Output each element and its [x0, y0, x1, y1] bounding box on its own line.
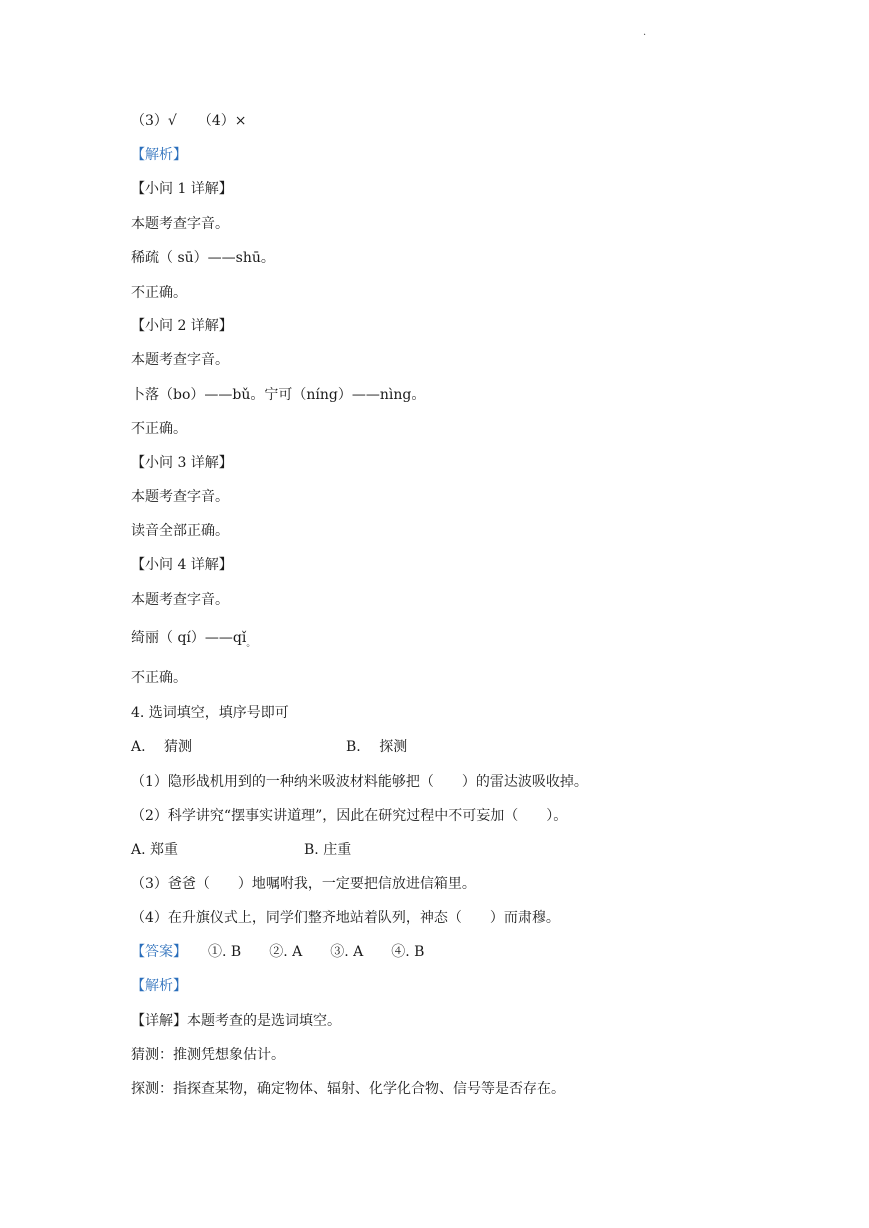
- answer-label: 【答案】: [131, 944, 180, 960]
- detail-text: 本题考查的是选词填空。: [187, 1013, 341, 1029]
- answer-line: （3）√ （4）×: [131, 113, 247, 129]
- page-mark: ·: [643, 30, 647, 41]
- text-line: 猜测：推测凭想象估计。: [131, 1047, 285, 1063]
- question-item: （2）科学讲究“摆事实讲道理”，因此在研究过程中不可妄加（ ）。: [131, 808, 568, 824]
- answer-row: [131, 942, 424, 962]
- option-row: A. 郑重 B. 庄重: [131, 842, 352, 858]
- text-line: 读音全部正确。: [131, 523, 229, 539]
- subquestion-2-heading: 【小问 2 详解】: [131, 318, 233, 334]
- text-line: 本题考查字音。: [131, 216, 229, 232]
- detail-line: [131, 1011, 341, 1031]
- question-item: （3）爸爸（ ）地嘱咐我，一定要把信放进信箱里。: [131, 876, 476, 892]
- text-fragment: 。: [246, 639, 256, 649]
- text-line: 本题考查字音。: [131, 592, 229, 608]
- text-line: 不正确。: [131, 285, 187, 301]
- text-fragment: 绮丽（ qí）——qǐ: [131, 630, 247, 646]
- text-line: 本题考查字音。: [131, 352, 229, 368]
- analysis-heading: 【解析】: [131, 147, 187, 163]
- text-line: 稀疏（ sū）——shū。: [131, 250, 275, 266]
- subquestion-3-heading: 【小问 3 详解】: [131, 455, 233, 471]
- text-line: 探测：指探查某物，确定物体、辐射、化学化合物、信号等是否存在。: [131, 1081, 565, 1097]
- text-line: 不正确。: [131, 421, 187, 437]
- analysis-heading: 【解析】: [131, 978, 187, 994]
- question-item: （4）在升旗仪式上，同学们整齐地站着队列，神态（ ）而肃穆。: [131, 910, 560, 926]
- subquestion-1-heading: 【小问 1 详解】: [131, 181, 233, 197]
- subquestion-4-heading: 【小问 4 详解】: [131, 557, 233, 573]
- answer-values: ①. B ②. A ③. A ④. B: [208, 944, 425, 960]
- text-line: 本题考查字音。: [131, 489, 229, 505]
- text-line: 不正确。: [131, 670, 187, 686]
- option-row: A. 猜测 B. 探测: [131, 739, 408, 755]
- text-line: 卜落（bo）——bǔ。宁可（níng）——nìng。: [131, 387, 426, 403]
- question-item: （1）隐形战机用到的一种纳米吸波材料能够把（ ）的雷达波吸收掉。: [131, 774, 588, 790]
- text-line: [131, 628, 255, 654]
- question-4-title: 4. 选词填空，填序号即可: [131, 705, 289, 721]
- detail-label: 【详解】: [131, 1013, 187, 1029]
